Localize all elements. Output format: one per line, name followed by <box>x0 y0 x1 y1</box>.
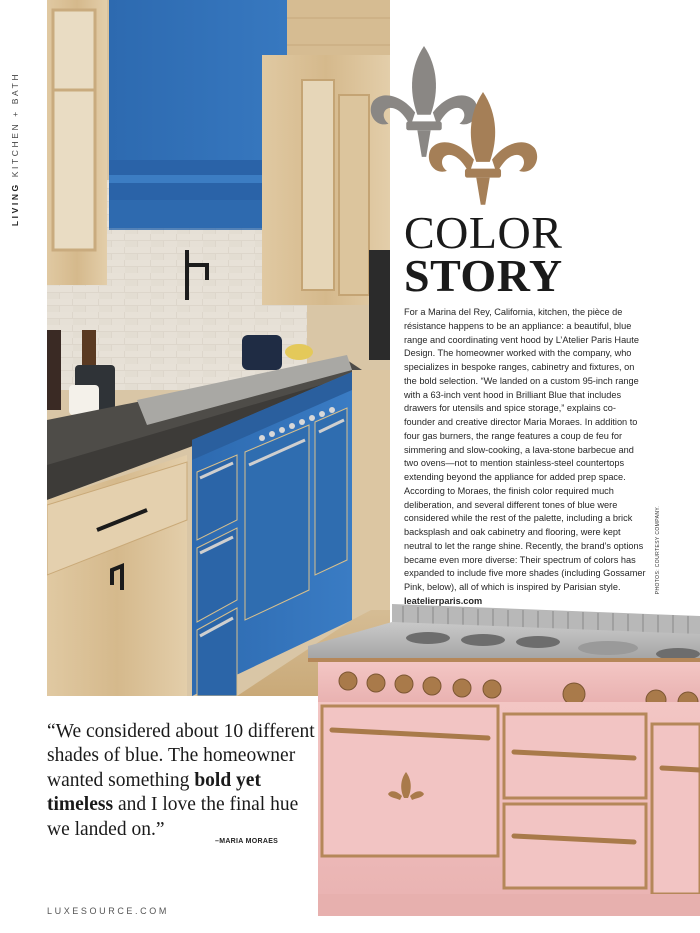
article-body <box>404 306 646 609</box>
pull-quote-bold: bold yet timeless <box>47 769 261 816</box>
photo-credit-text: PHOTOS: COURTESY COMPANY. <box>655 505 661 595</box>
pull-quote <box>47 720 315 842</box>
kitchen-photo <box>47 0 390 696</box>
pull-quote-part2: and I love the final hue we landed on.” <box>47 794 299 840</box>
article-link[interactable]: leatelierparis.com <box>404 595 483 606</box>
section-label <box>9 44 21 254</box>
article-body-text: For a Marina del Rey, California, kitchen, the pièce de résistance happens to be an appliance: a beautiful, blue range and coordinating vent hood by L’Atelier Paris Haute Design. The homeowner worked with the company, who specializes in bespoke ranges, cabinetry and fixtures, on the bold selection. “We landed on a custom 95-inch range with a 63-inch vent hood in Brilliant Blue that includes drawers for utensils and spice storage,” explains co-founder and creative director Maria Moraes. In addition to four gas burners, the range features a coup de feu for simmering and slow-cooking, a lava-stone barbecue and two ovens—not to mention stainless-steel countertops extending beyond the appliance for added prep space. According to Moraes, the finish color required much deliberation, and several different tones of blue were considered while the rest of the palette, including a brick backsplash and oak cabinetry and flooring, were kept neutral to let the range shine. Recently, the brand’s options became even more diverse: Their spectrum of colors has expanded to include five more shades (including Gossamer Pink, below), all of which is inspired by Parisian style. <box>404 307 646 592</box>
photo-credit <box>648 505 668 595</box>
headline-line2: STORY <box>404 250 563 301</box>
pink-range-photo <box>308 604 700 916</box>
section-label-strong: LIVING <box>10 182 20 227</box>
headline-line1: COLOR <box>404 207 563 258</box>
quote-attribution: –MARIA MORAES <box>215 838 279 845</box>
pull-quote-part1: “We considered about 10 different shades of blue. The homeowner wanted something <box>47 721 315 791</box>
fleur-de-lis-bronze-icon <box>426 92 540 216</box>
section-label-rest: KITCHEN + BATH <box>10 71 20 178</box>
headline <box>404 207 694 301</box>
footer-site[interactable]: LUXESOURCE.COM <box>47 906 169 916</box>
